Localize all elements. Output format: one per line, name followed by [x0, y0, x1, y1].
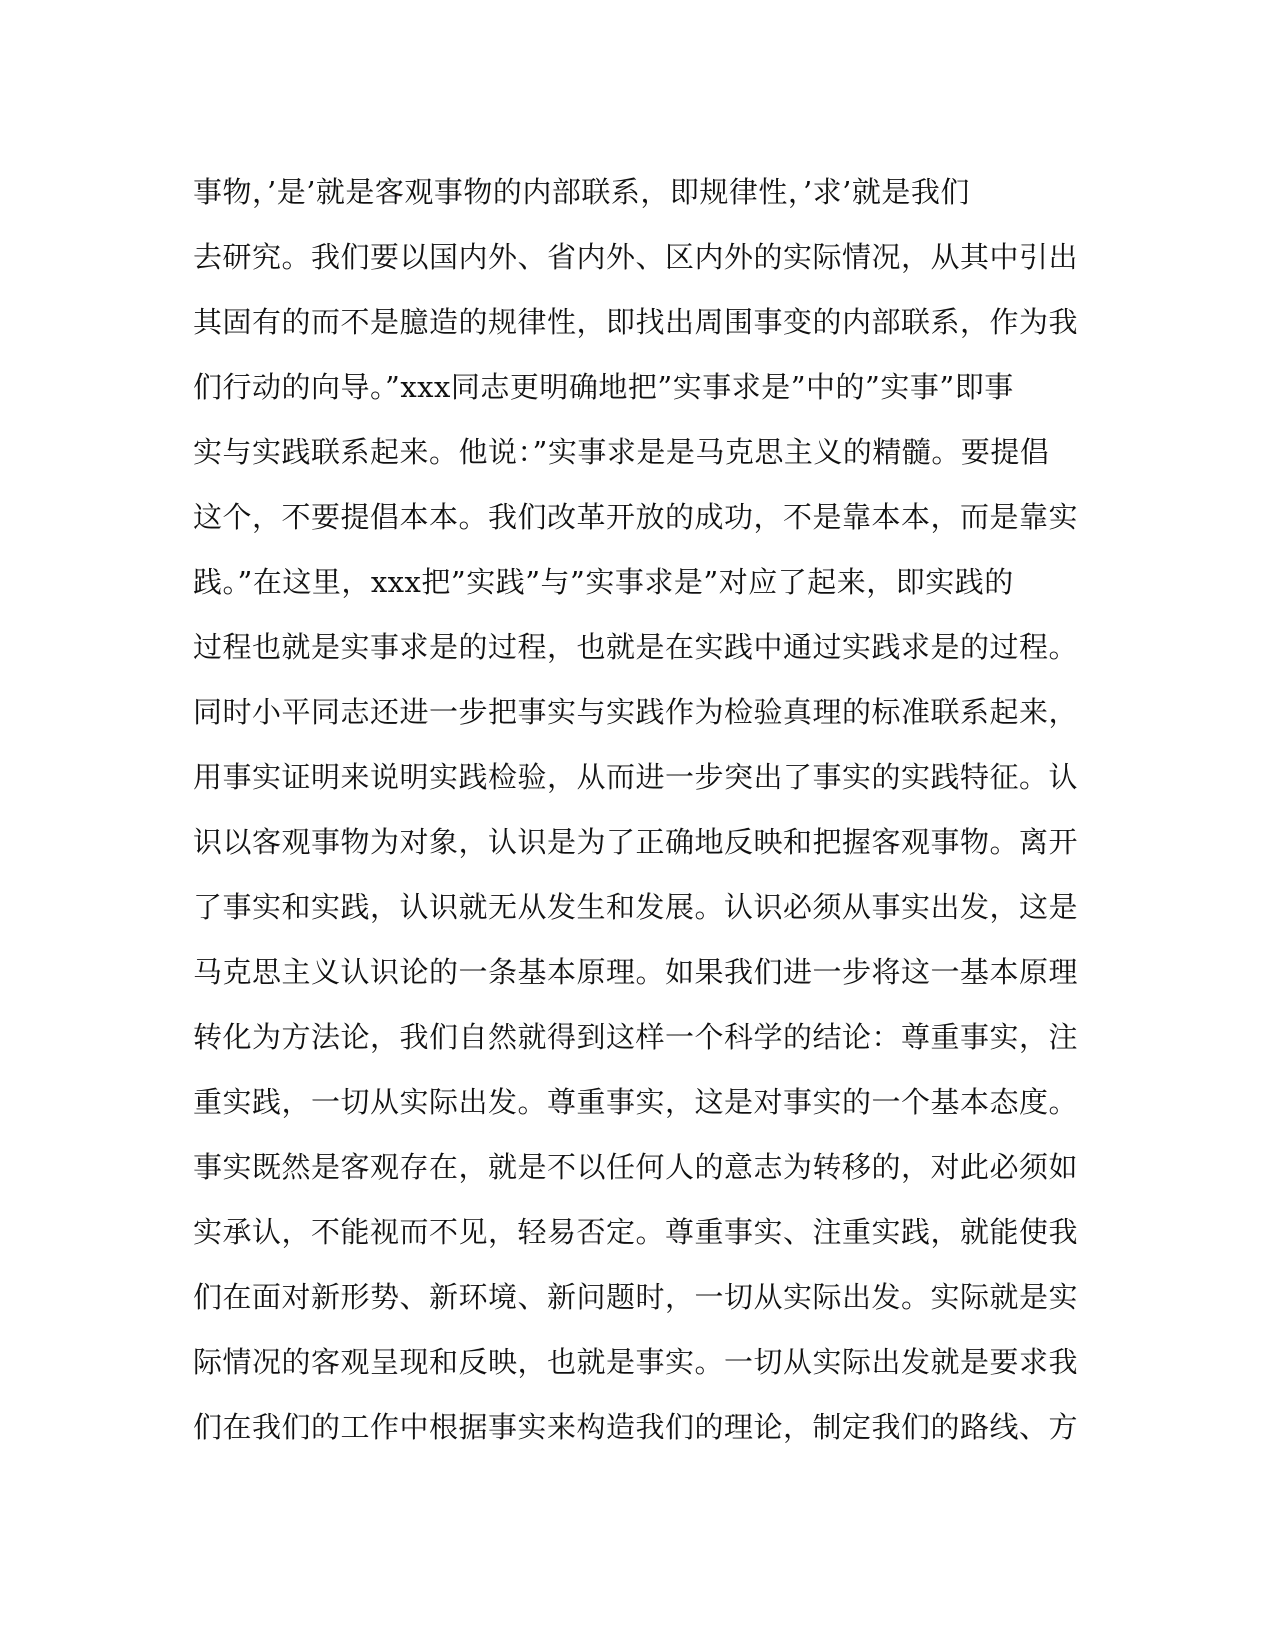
text-line: 重实践，一切从实际出发。尊重事实，这是对事实的一个基本态度。 — [193, 1085, 1079, 1119]
text-line: 同时小平同志还进一步把事实与实践作为检验真理的标准联系起来， — [193, 695, 1079, 729]
text-line: 去研究。我们要以国内外、省内外、区内外的实际情况，从其中引出 — [193, 240, 1079, 274]
text-line: 际情况的客观呈现和反映，也就是事实。一切从实际出发就是要求我 — [193, 1345, 1079, 1379]
text-line: 这个，不要提倡本本。我们改革开放的成功，不是靠本本，而是靠实 — [193, 500, 1079, 534]
text-line: 们在面对新形势、新环境、新问题时，一切从实际出发。实际就是实 — [193, 1280, 1079, 1314]
text-line: 实承认，不能视而不见，轻易否定。尊重事实、注重实践，就能使我 — [193, 1215, 1079, 1249]
text-line: 转化为方法论，我们自然就得到这样一个科学的结论：尊重事实，注 — [193, 1020, 1079, 1054]
text-line: 实与实践联系起来。他说：”实事求是是马克思主义的精髓。要提倡 — [193, 435, 1050, 469]
text-line: 其固有的而不是臆造的规律性，即找出周围事变的内部联系，作为我 — [193, 305, 1079, 339]
text-line: 识以客观事物为对象，认识是为了正确地反映和把握客观事物。离开 — [193, 825, 1079, 859]
text-line: 们行动的向导。”xxx同志更明确地把”实事求是”中的”实事”即事 — [193, 370, 1014, 404]
text-line: 践。”在这里，xxx把”实践”与”实事求是”对应了起来，即实践的 — [193, 565, 1014, 599]
text-line: 了事实和实践，认识就无从发生和发展。认识必须从事实出发，这是 — [193, 890, 1079, 924]
text-line: 用事实证明来说明实践检验，从而进一步突出了事实的实践特征。认 — [193, 760, 1079, 794]
text-line: 过程也就是实事求是的过程，也就是在实践中通过实践求是的过程。 — [193, 630, 1079, 664]
text-line: 事物，’是’就是客观事物的内部联系，即规律性，’求’就是我们 — [193, 175, 970, 209]
text-line: 马克思主义认识论的一条基本原理。如果我们进一步将这一基本原理 — [193, 955, 1079, 989]
text-line: 事实既然是客观存在，就是不以任何人的意志为转移的，对此必须如 — [193, 1150, 1079, 1184]
text-line: 们在我们的工作中根据事实来构造我们的理论，制定我们的路线、方 — [193, 1410, 1079, 1444]
body-text — [193, 160, 1093, 1460]
